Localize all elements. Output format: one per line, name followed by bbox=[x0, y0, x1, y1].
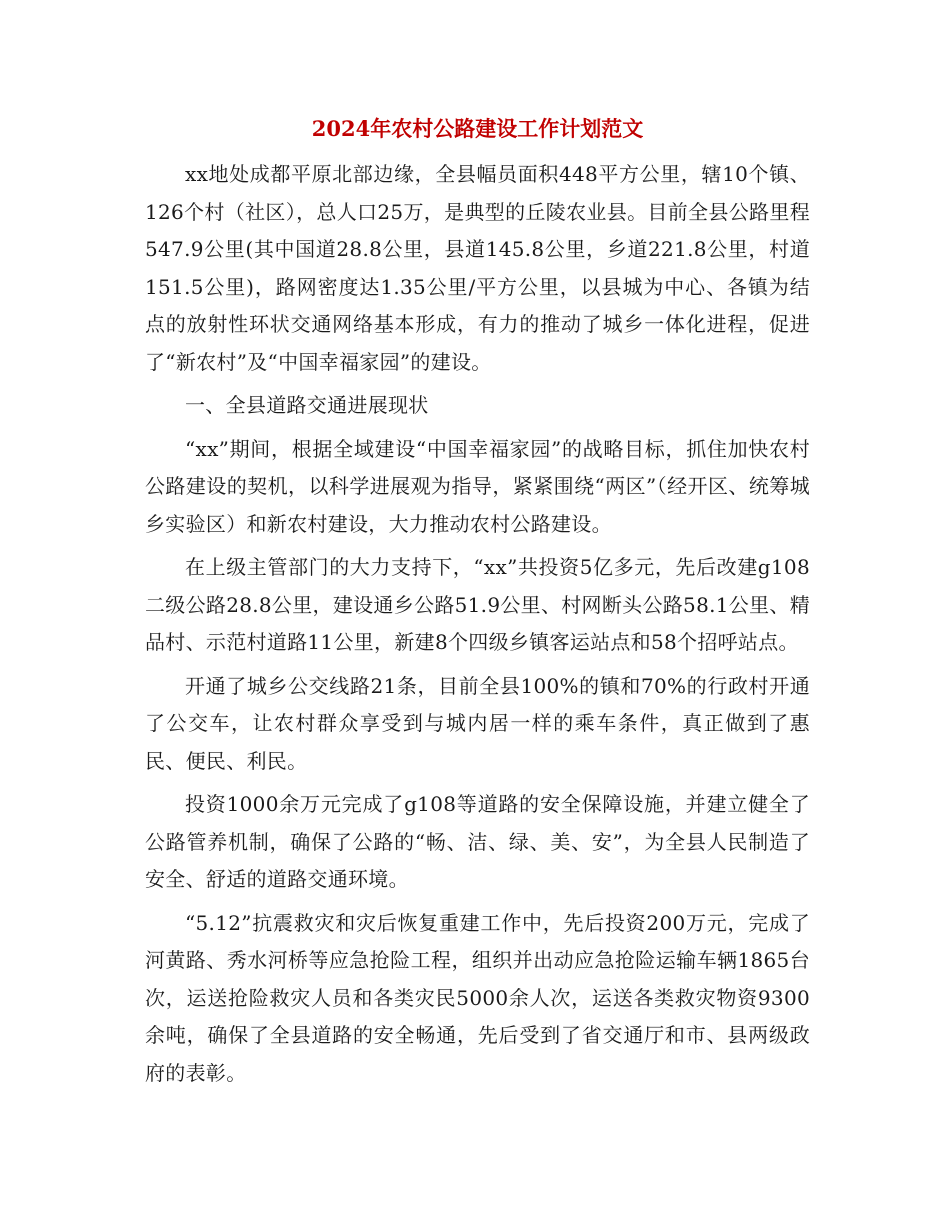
paragraph-bus-lines: 开通了城乡公交线路21条，目前全县100%的镇和70%的行政村开通了公交车，让农村群众享受到与城内居一样的乘车条件，真正做到了惠民、便民、利民。 bbox=[145, 673, 810, 773]
section-heading-status: 一、全县道路交通进展现状 bbox=[185, 393, 429, 417]
paragraph-earthquake-relief: “5.12”抗震救灾和灾后恢复重建工作中，先后投资200万元，完成了河黄路、秀水河桥等应急抢险工程，组织并出动应急抢险运输车辆1865台次，运送抢险救灾人员和各类灾民5000余人次，运送各类救灾物资9300余吨，确保了全县道路的安全畅通，先后受到了省交通厅和市、县两级政府的表彰。 bbox=[145, 910, 810, 1085]
document-page bbox=[145, 112, 810, 1098]
paragraph-strategy: “xx”期间，根据全域建设“中国幸福家园”的战略目标，抓住加快农村公路建设的契机，以科学进展观为指导，紧紧围绕“两区”（经开区、统筹城乡实验区）和新农村建设，大力推动农村公路建设。 bbox=[145, 436, 810, 536]
document-title: 2024年农村公路建设工作计划范文 bbox=[311, 116, 644, 141]
paragraph-safety: 投资1000余万元完成了g108等道路的安全保障设施，并建立健全了公路管养机制，确保了公路的“畅、洁、绿、美、安”，为全县人民制造了安全、舒适的道路交通环境。 bbox=[145, 792, 810, 891]
paragraph-investment: 在上级主管部门的大力支持下，“xx”共投资5亿多元，先后改建g108二级公路28.8公里，建设通乡公路51.9公里、村网断头公路58.1公里、精品村、示范村道路11公里，新建8个四级乡镇客运站点和58个招呼站点。 bbox=[145, 555, 810, 654]
paragraph-overview: xx地处成都平原北部边缘，全县幅员面积448平方公里，辖10个镇、126个村（社区），总人口25万，是典型的丘陵农业县。目前全县公路里程547.9公里(其中国道28.8公里，县道145.8公里，乡道221.8公里，村道151.5公里)，路网密度达1.35公里/平方公里，以县城为中心、各镇为结点的放射性环状交通网络基本形成，有力的推动了城乡一体化进程，促进了“新农村”及“中国幸福家园”的建设。 bbox=[145, 162, 810, 374]
